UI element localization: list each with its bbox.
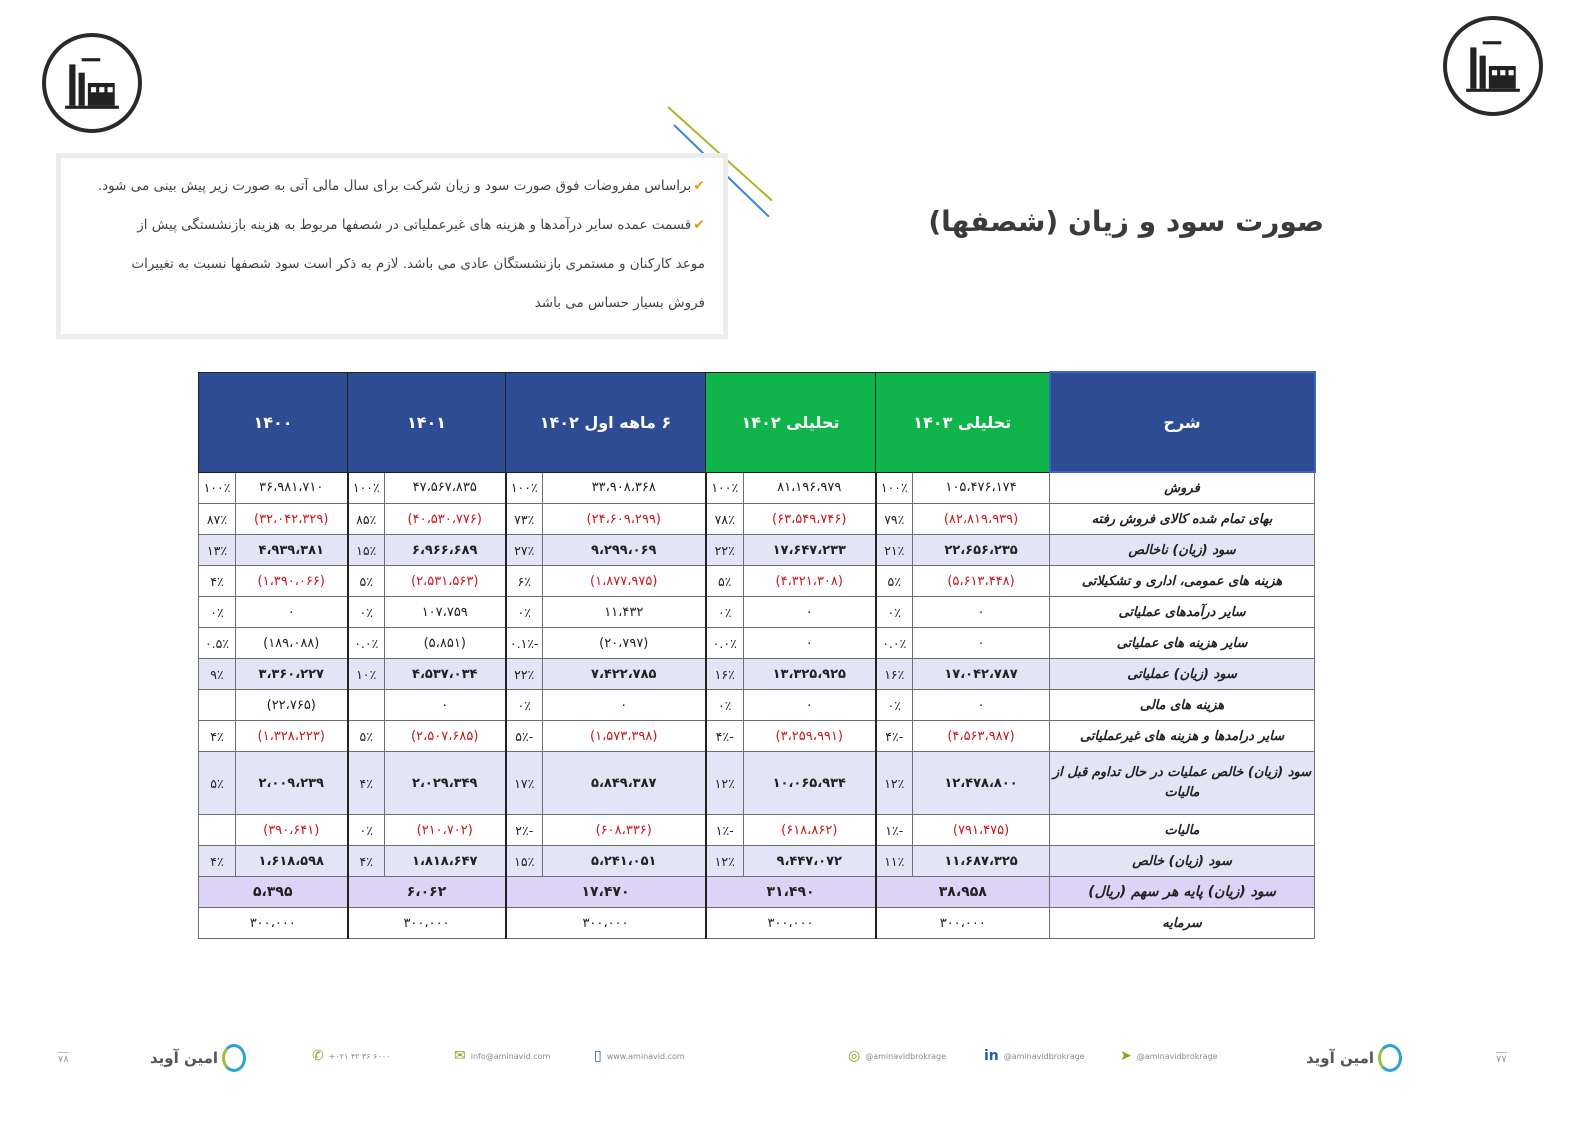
mail-icon: ✉ (454, 1048, 466, 1064)
table-row: سود (زیان) خالص عملیات در حال تداوم قبل از مالیات ۱۲،۴۷۸،۸۰۰ ۱۲٪ ۱۰،۰۶۵،۹۳۴ ۱۲٪ ۵،۸۴۹،۳۸۷ ۱۷٪ ۲،۰۲۹،۳۴۹ ۴٪ ۲،۰۰۹،۲۳۹ ۵٪ (199, 752, 1315, 815)
table-header-row (199, 372, 1315, 472)
header-1402-analytic: تحلیلی ۱۴۰۲ (706, 372, 876, 472)
table-row: سود (زیان) خالص ۱۱،۶۸۷،۳۲۵ ۱۱٪ ۹،۴۴۷،۰۷۲ ۱۲٪ ۵،۲۴۱،۰۵۱ ۱۵٪ ۱،۸۱۸،۶۴۷ ۴٪ ۱،۶۱۸،۵۹۸ ۴٪ (199, 846, 1315, 877)
table-row: سود (زیان) ناخالص ۲۲،۶۵۶،۲۳۵ ۲۱٪ ۱۷،۶۴۷،۲۳۳ ۲۲٪ ۹،۲۹۹،۰۶۹ ۲۷٪ ۶،۹۶۶،۶۸۹ ۱۵٪ ۴،۹۳۹،۳۸۱ ۱۳٪ (199, 535, 1315, 566)
header-1402-six-month: ۶ ماهه اول ۱۴۰۲ (506, 372, 706, 472)
table-row: بهای تمام شده کالای فروش رفته (۸۲،۸۱۹،۹۳۹) ۷۹٪ (۶۳،۵۴۹،۷۴۶) ۷۸٪ (۲۴،۶۰۹،۲۹۹) ۷۳٪ (۴۰،۵۳۰،۷۷۶) ۸۵٪ (۳۲،۰۴۲،۳۲۹) ۸۷٪ (199, 504, 1315, 535)
check-icon: ✔ (693, 217, 705, 233)
notes-box (56, 153, 728, 339)
table-row: سایر درآمدهای عملیاتی ۰ ۰٪ ۰ ۰٪ ۱۱،۴۳۲ ۰٪ ۱۰۷،۷۵۹ ۰٪ ۰ ۰٪ (199, 597, 1315, 628)
page-number-right: ۷۷ (1496, 1054, 1507, 1065)
footer-instagram[interactable]: ◎ @aminavidbrokrage (848, 1048, 947, 1064)
header-1401: ۱۴۰۱ (348, 372, 506, 472)
footer (0, 1040, 1587, 1080)
linkedin-icon: in (984, 1048, 999, 1064)
brand-right: امین آوید (1306, 1044, 1402, 1072)
table-row-eps: سود (زیان) پایه هر سهم (ریال) ۳۸،۹۵۸ ۳۱،۴۹۰ ۱۷،۴۷۰ ۶،۰۶۲ ۵،۳۹۵ (199, 877, 1315, 908)
page-number-left: ۷۸ (58, 1054, 69, 1065)
telegram-icon: ➤ (1120, 1048, 1132, 1064)
check-icon: ✔ (693, 178, 705, 194)
header-1400: ۱۴۰۰ (199, 372, 348, 472)
table-row: سایر هزینه های عملیاتی ۰ ۰.۰٪ ۰ ۰.۰٪ (۲۰،۷۹۷) -۰.۱٪ (۵،۸۵۱) ۰.۰٪ (۱۸۹،۰۸۸) ۰.۵٪ (199, 628, 1315, 659)
footer-phone[interactable]: ✆ +۰۲۱ ۴۲ ۳۶ ۶۰۰۰ (312, 1048, 391, 1064)
footer-linkedin[interactable]: in @aminavidbrokrage (984, 1048, 1085, 1064)
table-row-capital: سرمایه ۳۰۰،۰۰۰ ۳۰۰،۰۰۰ ۳۰۰،۰۰۰ ۳۰۰،۰۰۰ ۳۰۰،۰۰۰ (199, 908, 1315, 939)
footer-website[interactable]: ▯ www.aminavid.com (594, 1048, 685, 1064)
table-row: مالیات (۷۹۱،۴۷۵) -۱٪ (۶۱۸،۸۶۲) -۱٪ (۶۰۸،۳۳۶) -۲٪ (۲۱۰،۷۰۲) ۰٪ (۳۹۰،۶۴۱) (199, 815, 1315, 846)
note-line: فروش بسیار حساس می باشد (534, 295, 705, 311)
header-1403: تحلیلی ۱۴۰۳ (876, 372, 1050, 472)
table-row: فروش ۱۰۵،۴۷۶،۱۷۴ ۱۰۰٪ ۸۱،۱۹۶،۹۷۹ ۱۰۰٪ ۳۳،۹۰۸،۳۶۸ ۱۰۰٪ ۴۷،۵۶۷،۸۳۵ ۱۰۰٪ ۳۶،۹۸۱،۷۱۰ ۱۰۰٪ (199, 472, 1315, 504)
note-line: ✔براساس مفروضات فوق صورت سود و زیان شرکت برای سال مالی آتی به صورت زیر پیش بینی می شود. (97, 178, 705, 194)
mouse-icon: ▯ (594, 1048, 602, 1064)
brand-logo-icon (1378, 1044, 1402, 1072)
factory-icon (1462, 35, 1524, 97)
factory-logo-left (42, 33, 142, 133)
brand-logo-icon (222, 1044, 246, 1072)
footer-email[interactable]: ✉ info@aminavid.com (454, 1048, 551, 1064)
table-row: سایر درامدها و هزینه های غیرعملیاتی (۴،۵۶۳،۹۸۷) -۴٪ (۳،۲۵۹،۹۹۱) -۴٪ (۱،۵۷۳،۳۹۸) -۵٪ (۲،۵۰۷،۶۸۵) ۵٪ (۱،۳۲۸،۲۲۳) ۴٪ (199, 721, 1315, 752)
table-row: هزینه های مالی ۰ ۰٪ ۰ ۰٪ ۰ ۰٪ ۰ (۲۲،۷۶۵) (199, 690, 1315, 721)
instagram-icon: ◎ (848, 1048, 861, 1064)
header-desc: شرح (1050, 372, 1315, 472)
factory-logo-right (1443, 16, 1543, 116)
brand-left: امین آوید (150, 1044, 246, 1072)
factory-icon (61, 52, 123, 114)
note-line: ✔قسمت عمده سایر درآمدها و هزینه های غیرعملیاتی در شصفها مربوط به هزینه بازنشستگی پیش از (137, 217, 705, 233)
income-statement-table (198, 371, 1316, 939)
page-title: صورت سود و زیان (شصفها) (928, 205, 1324, 238)
phone-icon: ✆ (312, 1048, 324, 1064)
table-row: سود (زیان) عملیاتی ۱۷،۰۴۲،۷۸۷ ۱۶٪ ۱۳،۳۲۵،۹۲۵ ۱۶٪ ۷،۴۲۲،۷۸۵ ۲۲٪ ۴،۵۳۷،۰۳۴ ۱۰٪ ۳،۳۶۰،۲۲۷ ۹٪ (199, 659, 1315, 690)
table-row: هزینه های عمومی، اداری و تشکیلاتی (۵،۶۱۳،۴۴۸) ۵٪ (۴،۳۲۱،۳۰۸) ۵٪ (۱،۸۷۷،۹۷۵) ۶٪ (۲،۵۳۱،۵۶۳) ۵٪ (۱،۳۹۰،۰۶۶) ۴٪ (199, 566, 1315, 597)
footer-telegram[interactable]: ➤ @aminavidbrokrage (1120, 1048, 1218, 1064)
note-line: موعد کارکنان و مستمری بازنشستگان عادی می باشد. لازم به ذکر است سود شصفها نسبت به تغییرات (131, 256, 705, 272)
